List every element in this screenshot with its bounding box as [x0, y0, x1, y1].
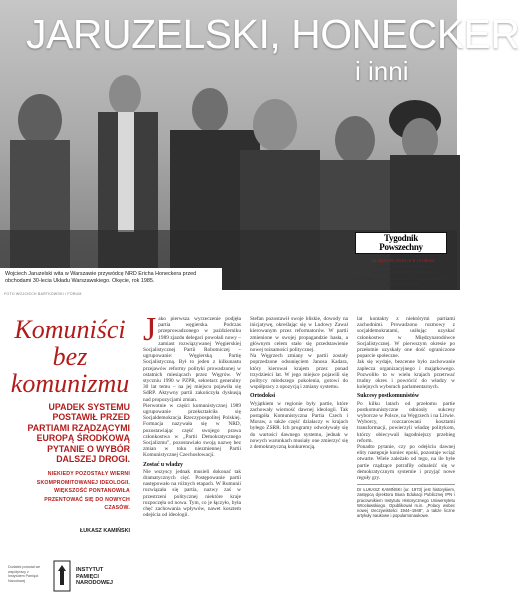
- headline: JARUZELSKI, HONECKER: [26, 11, 520, 57]
- ipn-logo: [52, 560, 132, 592]
- column-2-subheading: Ortodoksi: [250, 393, 276, 400]
- column-3-paragraph-4: Ponadto pytanie, czy po odejściu dawnej elity następuje koniec epoki, pozostaje wciąż otwarte. Wiele zależało od tego, na ile byłe partie rządzące potrafiły odnaleźć się w demokratycznym systemie i przyjąć nowe reguły gry.: [357, 444, 455, 482]
- column-2-paragraph-1: Stefan pozostawił swoje bliskie, dowody na inicjatywę, określając się w Ludowy Zawal kierowanym przez reformatorów. W partii zmienione w swojej propagandzie hasła, a głównym celem stało się przedstawienie nowej tożsamości politycznej.: [250, 316, 348, 354]
- editors-line-2: Łukasz Kamiński: [385, 282, 421, 287]
- column-3-paragraph-3: Po kilku latach od przełomu partie postkomunistyczne odniosły sukcesy wyborcze w Polsce, na Węgrzech i na Litwie. Wyborcy, rozczarowani kosztami transformacji, powierzyli władzę politykom, którzy obiecywali łagodniejszy przebieg reform.: [357, 400, 455, 444]
- supplement-label-2: "TYGODNIKA POWSZECHNEGO": [367, 270, 439, 275]
- column-1-paragraph-2: Pierwotnie w części komunistycznej 1989 ugrupowanie przekształciła się Socjaldemokracja Rzeczypospolitej Polskiej. Formacja nazywała się w NRD, pozostawiając część swojego prawa członkostwa w „Partii Demokratycznego Socjalizmu”, pozostawiało swoją nazwę bez zmian w toku niezmiennej Partii Komunistycznej Czechosłowacji.: [143, 402, 241, 459]
- column-1-paragraph-1: ako pierwsza wyrzeczenie podjęła partia węgierska. Podczas przeprowadzonego w październiku 1989 zjazdu delegaci powołali nowy – zamiast rozwiązywanej Węgierskiej Socjalistycznej Partii Robotniczej – ugrupowanie: Węgierską Partię Socjalistyczną. Był to jeden z kilkunastu przejawów reformy polityki prowadzonej w ostatnich miesiącach przez Węgrów. W styczniu 1990 w PZPR, sekretarz generalny 30 lat temu – na jej miejscu pojawiła się SdRP. Aktywny partii zakończyła dyskusją nad propozycjami zmian.: [143, 316, 241, 403]
- column-1-paragraph-3: Nie wszyscy jednak musieli dokonać tak dramatycznych cięć. Postępowanie partii następowało na różnych etapach. W Rumunii rozwiązała się partia, nazwy zaś w przestrzeni politycznej niektóre kraje rozpoczęła od nowa. Tym, co je łączyło, była chęć zachowania wpływów, nawet kosztem odejścia od ideologii.: [143, 468, 241, 519]
- tygodnik-powszechny-logo: [355, 232, 447, 254]
- title-line-3: komunizmu: [10, 369, 130, 398]
- article-lead-sub: NIEKIEDY POZOSTAŁY WIERNI SKOMPROMITOWANEJ IDEOLOGII. WIĘKSZOŚĆ PONTANOWIŁA PRZENTOWAĆ SIĘ DO NOWYCH CZASÓW.: [36, 471, 130, 512]
- article-column-2: [250, 316, 348, 450]
- issue-date: 31 stycznia 2010 nr 5 | Kraków: [371, 258, 435, 263]
- ipn-cooperation-note: Dodatek powstał we współpracy z Instytutem Pamięci Narodowej: [8, 565, 41, 583]
- logo-line-2: Powszechny: [379, 242, 423, 252]
- ipn-name-2: PAMIĘCI: [76, 573, 99, 580]
- column-3-paragraph-2: Jak się wydaje, bezcenne było zachowanie zaplecza organizacyjnego i majątkowego. Pozwoliło to w wielu krajach przetrwać trudny okres i powrócić do władzy w kolejnych wyborach parlamentarnych.: [357, 359, 455, 391]
- editors-line-1: Redakcja: Wojciech Pięciak, Patrycja Bukalska,: [354, 276, 452, 281]
- logo-line-1: Tygodnik: [384, 233, 418, 243]
- drop-cap: J: [143, 311, 157, 348]
- article-lead: UPADEK SYSTEMU POSTAWIŁ PRZED PARTIAMI RZĄDZĄCYMI EUROPĄ ŚRODKOWĄ PYTANIE O WYBÓR DALSZEJ DROGI.: [27, 402, 130, 465]
- article-title: [5, 316, 135, 397]
- title-line-2: bez: [52, 342, 88, 371]
- title-line-1: Komuniści: [14, 315, 126, 344]
- ipn-name-1: INSTYTUT: [76, 567, 104, 573]
- supplement-label: DODATEK SPECJALNY: [378, 264, 428, 269]
- photo-credit: FOTO WOJCIECH BARTKOWSKI / FORUM: [4, 292, 82, 296]
- supplement-info: [353, 258, 453, 288]
- article-author: ŁUKASZ KAMIŃSKI: [79, 528, 130, 534]
- ipn-name-3: NARODOWEJ: [76, 580, 113, 587]
- column-1-subheading: Zostać u władzy: [143, 461, 183, 468]
- headline-subline: i inni: [355, 56, 409, 86]
- column-2-paragraph-2: Na Węgrzech zmiany w partii zostały poprzedzone odsunięciem Janosa Kadara, który kierował krajem przez ponad trzydzieści lat. W jego miejsce pojawili się politycy młodszego pokolenia, gotowi do współpracy z opozycją i zmiany systemu.: [250, 353, 348, 391]
- article-column-3: [357, 316, 455, 519]
- photo-caption: Wojciech Jaruzelski wita w Warszawie przywódcę NRD Ericha Honeckera przed obchodami 30-lecia Układu Warszawskiego. Okęcie, rok 1985.: [5, 271, 197, 284]
- column-3-paragraph-1: lat kontakty z niektórymi partiami zachodnimi. Prowadzono rozmowy z socjaldemokratami, usiłując uzyskać członkostwo w Międzynarodówce Socjalistycznej. W pierwszym okresie po przełomie uzyskały one dość ograniczone poparcie społeczne.: [357, 316, 455, 360]
- column-3-subheading: Sukcesy postkomunistów: [357, 393, 420, 400]
- column-2-paragraph-3: Wyjątkiem w regionie były partie, które zachowały wierność dawnej ideologii. Tak postąpiła Komunistyczna Partia Czech i Moraw, a także część działaczy w krajach byłego ZSRR. Ich programy odwoływały się do wartości dawnego systemu, jednak w nowych warunkach musiały one zmierzyć się z demokratyczną konkurencją.: [250, 400, 348, 451]
- author-footnote: Dr ŁUKASZ KAMIŃSKI (ur. 1973) jest historykiem, zastępcą dyrektora Biura Edukacji Publicznej IPN i pracownikiem Instytutu Historycznego Uniwersytetu Wrocławskiego. Opublikował m.in. „Polacy wobec nowej rzeczywistości 1944–1948”, a także liczne artykuły naukowe i popularnonaukowe.: [357, 484, 455, 518]
- ipn-emblem-icon: [52, 560, 72, 592]
- article-column-1: [143, 311, 241, 519]
